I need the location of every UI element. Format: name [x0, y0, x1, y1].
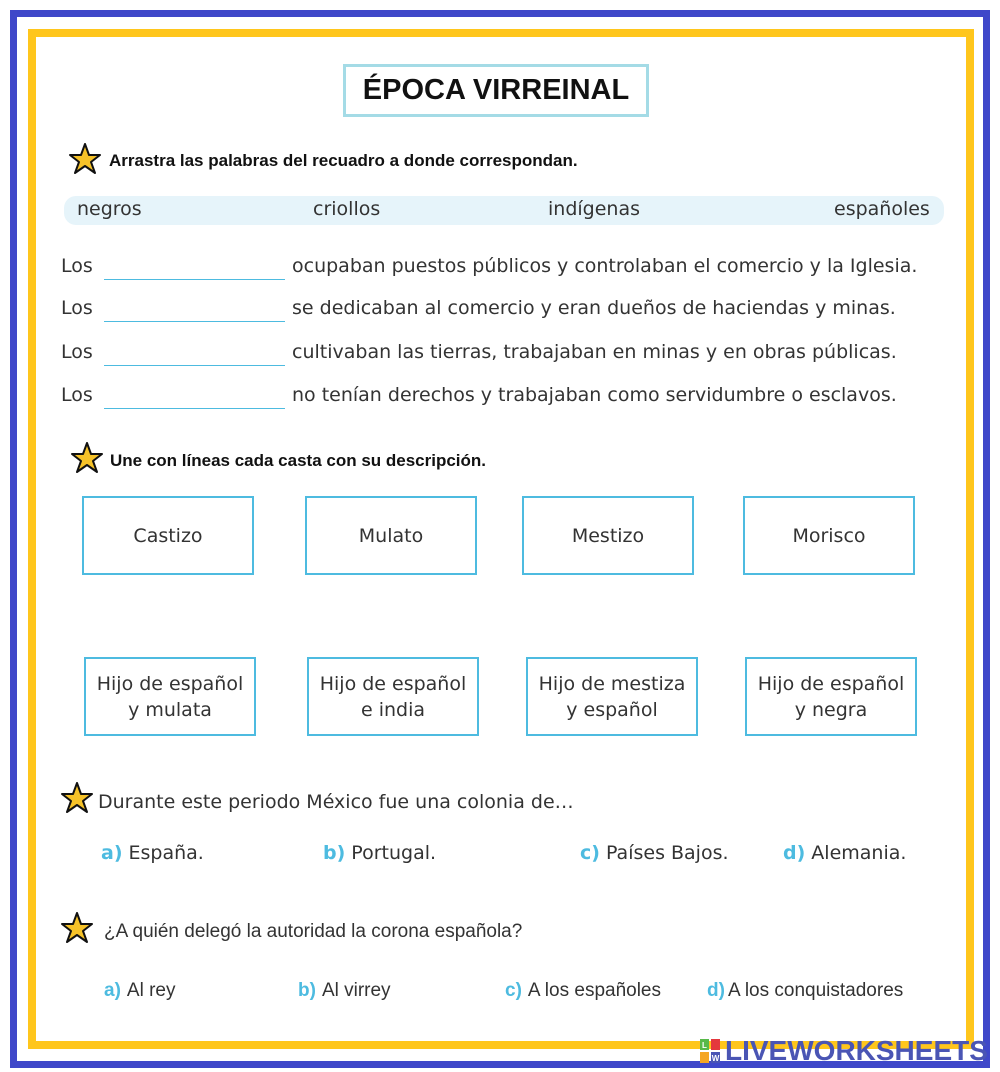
description-box[interactable]	[307, 657, 479, 736]
option-letter: a)	[101, 842, 123, 864]
option-letter: b)	[323, 842, 346, 864]
drop-blank[interactable]	[104, 365, 285, 366]
description-line: Hijo de español	[319, 672, 467, 695]
answer-option[interactable]	[323, 842, 436, 864]
option-text: Al rey	[126, 980, 176, 1001]
word-bank	[64, 196, 944, 225]
option-letter: d)	[707, 980, 725, 1001]
draggable-word[interactable]: españoles	[834, 198, 930, 220]
page-title: ÉPOCA VIRREINAL	[343, 64, 649, 117]
drop-blank[interactable]	[104, 279, 285, 280]
answer-option[interactable]	[101, 842, 204, 864]
caste-box[interactable]: Castizo	[82, 496, 254, 575]
sentence-text: no tenían derechos y trabajaban como servidumbre o esclavos.	[292, 384, 897, 406]
answer-option[interactable]	[783, 842, 906, 864]
description-line: y mulata	[128, 698, 212, 721]
option-text: A los españoles	[527, 980, 661, 1001]
logo-letter: L	[702, 1041, 707, 1050]
sentence-prefix: Los	[61, 384, 93, 406]
description-box[interactable]	[84, 657, 256, 736]
option-letter: b)	[298, 980, 316, 1001]
description-box[interactable]	[526, 657, 698, 736]
answer-option[interactable]	[298, 980, 391, 1002]
logo-letter: W	[711, 1054, 720, 1063]
star-icon	[68, 142, 102, 176]
description-box[interactable]	[745, 657, 917, 736]
sentence-prefix: Los	[61, 297, 93, 319]
sentence-text: cultivaban las tierras, trabajaban en minas y en obras públicas.	[292, 341, 897, 363]
option-text: Países Bajos.	[605, 842, 729, 864]
sentence-prefix: Los	[61, 341, 93, 363]
description-line: Hijo de español	[96, 672, 244, 695]
option-text: Alemania.	[811, 842, 907, 864]
caste-box[interactable]: Mestizo	[522, 496, 694, 575]
liveworksheets-logo[interactable]	[699, 1036, 988, 1066]
option-letter: d)	[783, 842, 806, 864]
answer-option[interactable]	[707, 980, 903, 1002]
answer-option[interactable]	[580, 842, 729, 864]
option-text: Al virrey	[321, 980, 391, 1001]
caste-box[interactable]: Morisco	[743, 496, 915, 575]
logo-cube-icon	[699, 1038, 721, 1064]
drop-blank[interactable]	[104, 408, 285, 409]
description-line: y español	[566, 698, 658, 721]
option-text: A los conquistadores	[727, 980, 904, 1001]
star-icon	[60, 911, 94, 945]
sentence-prefix: Los	[61, 255, 93, 277]
description-line: Hijo de español	[757, 672, 905, 695]
drop-blank[interactable]	[104, 321, 285, 322]
draggable-word[interactable]: criollos	[313, 198, 381, 220]
answer-option[interactable]	[104, 980, 175, 1002]
star-icon	[70, 441, 104, 475]
option-text: Portugal.	[351, 842, 437, 864]
sentence-text: se dedicaban al comercio y eran dueños de haciendas y minas.	[292, 297, 896, 319]
draggable-word[interactable]: indígenas	[548, 198, 640, 220]
instruction-drag-words: Arrastra las palabras del recuadro a donde correspondan.	[109, 151, 578, 170]
question-text: Durante este periodo México fue una colonia de…	[98, 791, 574, 813]
question-text: ¿A quién delegó la autoridad la corona española?	[104, 921, 523, 942]
draggable-word[interactable]: negros	[77, 198, 142, 220]
answer-option[interactable]	[505, 980, 661, 1002]
star-icon	[60, 781, 94, 815]
option-letter: c)	[505, 980, 522, 1001]
instruction-match-lines: Une con líneas cada casta con su descripción.	[110, 451, 487, 470]
option-text: España.	[128, 842, 204, 864]
caste-box[interactable]: Mulato	[305, 496, 477, 575]
description-line: Hijo de mestiza	[538, 672, 686, 695]
option-letter: a)	[104, 980, 121, 1001]
description-line: y negra	[794, 698, 868, 721]
description-line: e india	[360, 698, 426, 721]
option-letter: c)	[580, 842, 600, 864]
logo-text: LIVEWORKSHEETS	[725, 1035, 988, 1066]
sentence-text: ocupaban puestos públicos y controlaban el comercio y la Iglesia.	[292, 255, 918, 277]
